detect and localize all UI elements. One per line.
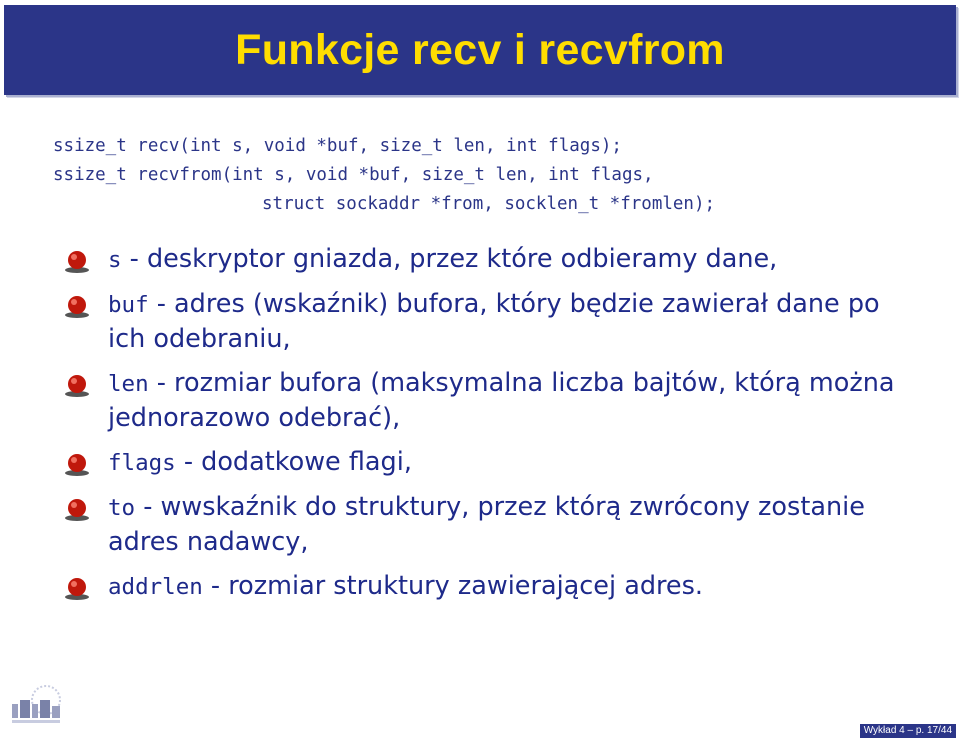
param-description: - rozmiar struktury zawierającej adres. (202, 571, 704, 601)
list-item (62, 287, 922, 356)
code-line-recvfrom-cont: struct sockaddr *from, socklen_t *fromlen); (262, 194, 716, 214)
institute-logo-icon (8, 684, 66, 726)
param-name: addrlen (108, 574, 203, 600)
param-name: buf (108, 292, 149, 318)
param-name: len (108, 371, 149, 397)
code-line-recvfrom: ssize_t recvfrom(int s, void *buf, size_t len, int flags, (53, 165, 654, 185)
param-description: - dodatkowe flagi, (175, 447, 412, 477)
bullet-ball-icon (62, 453, 90, 477)
title-bar (4, 5, 956, 95)
bullet-ball-icon (62, 250, 90, 274)
param-name: s (108, 247, 122, 273)
page-number: Wykład 4 – p. 17/44 (860, 724, 956, 738)
param-description: - adres (wskaźnik) bufora, który będzie zawierał dane po ich odebraniu, (108, 289, 880, 354)
param-name: flags (108, 450, 176, 476)
param-description: - deskryptor gniazda, przez które odbieramy dane, (121, 244, 778, 274)
list-item (62, 242, 922, 277)
bullet-ball-icon (62, 498, 90, 522)
param-description: - rozmiar bufora (maksymalna liczba bajtów, którą można jednorazowo odebrać), (108, 368, 895, 433)
bullet-ball-icon (62, 295, 90, 319)
list-item (62, 569, 922, 604)
param-description: - wwskaźnik do struktury, przez którą zwrócony zostanie adres nadawcy, (108, 492, 865, 557)
list-item (62, 445, 922, 480)
parameter-list (62, 242, 922, 604)
slide-title: Funkcje recv i recvfrom (235, 25, 725, 74)
bullet-ball-icon (62, 577, 90, 601)
list-item (62, 366, 922, 435)
bullet-ball-icon (62, 374, 90, 398)
param-name: to (108, 495, 136, 521)
list-item (62, 490, 922, 559)
code-line-recv: ssize_t recv(int s, void *buf, size_t len, int flags); (53, 136, 622, 156)
